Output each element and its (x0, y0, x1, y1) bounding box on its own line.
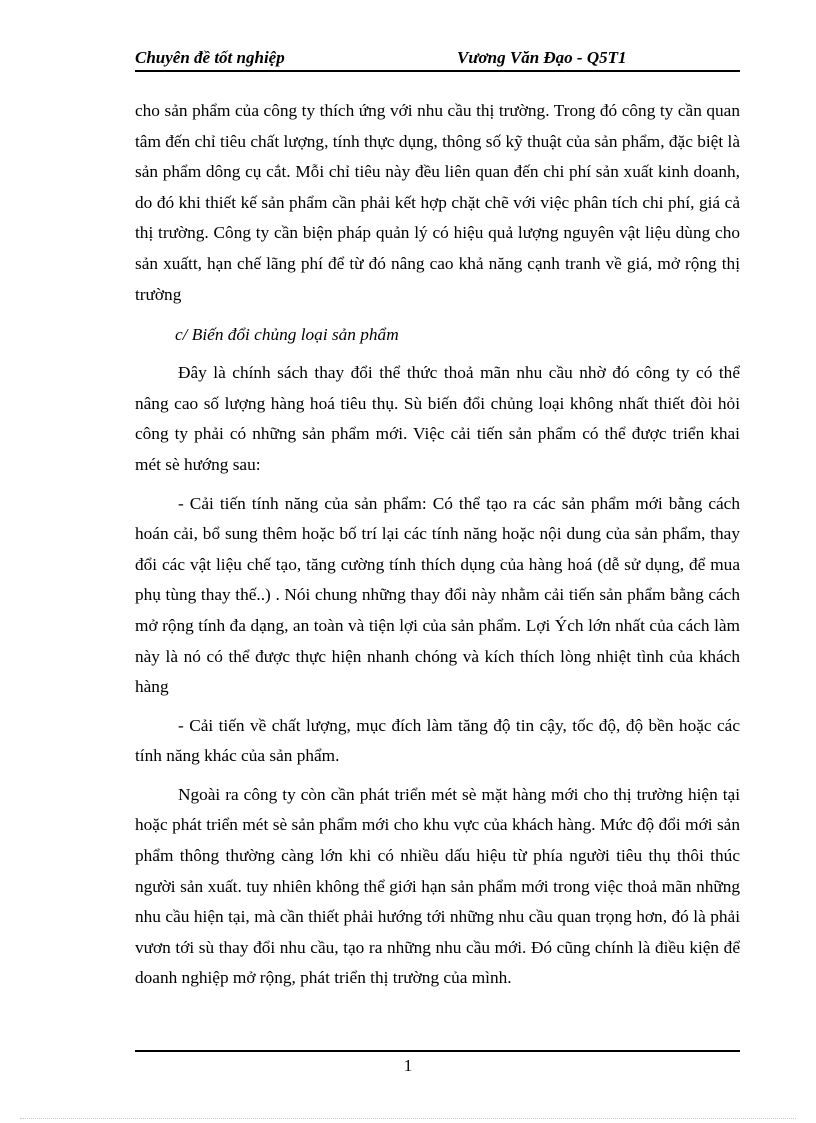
page-number: 1 (403, 1056, 413, 1075)
paragraph-5: Ngoài ra công ty còn cần phát triển mét sè mặt hàng mới cho thị trường hiện tại hoặc phát triển mét sè sản phẩm mới cho khu vực của khách hàng. Mức độ đổi mới sản phẩm thông thường càng lớn khi có nhiều dấu hiệu từ phía người tiêu thụ thôi thúc người sản xuất. tuy nhiên không thể giới hạn sản phẩm mới trong việc thoả mãn những nhu cầu hiện tại, mà cần thiết phải hướng tới những nhu cầu quan trọng hơn, đó là phải vươn tới sù thay đổi nhu cầu, tạo ra những nhu cầu mới. Đó cũng chính là điều kiện để doanh nghiệp mở rộng, phát triển thị trường của mình. (135, 784, 740, 988)
header-rule (135, 70, 740, 72)
paragraph-1: cho sản phẩm của công ty thích ứng với nhu cầu thị trường. Trong đó công ty cần quan tâm đến chỉ tiêu chất lượng, tính thực dụng, thông số kỹ thuật của sản phẩm, đặc biệt là sản phẩm dông cụ cắt. Mỗi chỉ tiêu này đều liên quan đến chi phí sản xuất kinh doanh, do đó khi thiết kế sản phẩm cần phải kết hợp chặt chẽ với việc phân tích chi phí, giá cả thị trường. Công ty cần biện pháp quản lý có hiệu quả lượng nguyên vật liệu dùng cho sản xuấtt, hạn chế lãng phí để từ đó nâng cao khả năng cạnh tranh về giá, mở rộng thị trường (135, 101, 740, 304)
footer-rule (135, 1050, 740, 1052)
paragraph-2: Đây là chính sách thay đổi thể thức thoả mãn nhu cầu nhờ đó công ty có thể nâng cao số lượng hàng hoá tiêu thụ. Sù biến đổi chủng loại không nhất thiết đòi hỏi công ty phải có những sản phẩm mới. Việc cải tiến sản phẩm có thể được triển khai mét sè hướng sau: (135, 363, 740, 474)
page-edge-divider (20, 1118, 796, 1119)
header-author: Vương Văn Đạo - Q5T1 (457, 48, 627, 67)
paragraph-4: - Cải tiến về chất lượng, mục đích làm tăng độ tin cậy, tốc độ, độ bền hoặc các tính năng khác của sản phẩm. (135, 715, 740, 766)
header-title: Chuyên đề tốt nghiệp (135, 48, 285, 67)
page-header (135, 48, 740, 74)
document-body (135, 96, 740, 994)
paragraph-3: - Cải tiến tính năng của sản phẩm: Có thể tạo ra các sản phẩm mới bằng cách hoán cải, bổ sung thêm hoặc bố trí lại các tính năng hoặc nội dung của sản phẩm, thay đổi các vật liệu chế tạo, tăng cường tính thích dụng của hàng hoá (dễ sử dụng, để mua phụ tùng thay thế..) . Nói chung những thay đổi này nhằm cải tiến sản phẩm bằng cách mở rộng tính đa dạng, an toàn và tiện lợi của sản phẩm. Lợi Ých lớn nhất của cách làm này là nó có thể được thực hiện nhanh chóng và kích thích lòng nhiệt tình của khách hàng (135, 493, 740, 697)
section-heading-c: c/ Biến đổi chủng loại sản phẩm (175, 325, 399, 345)
